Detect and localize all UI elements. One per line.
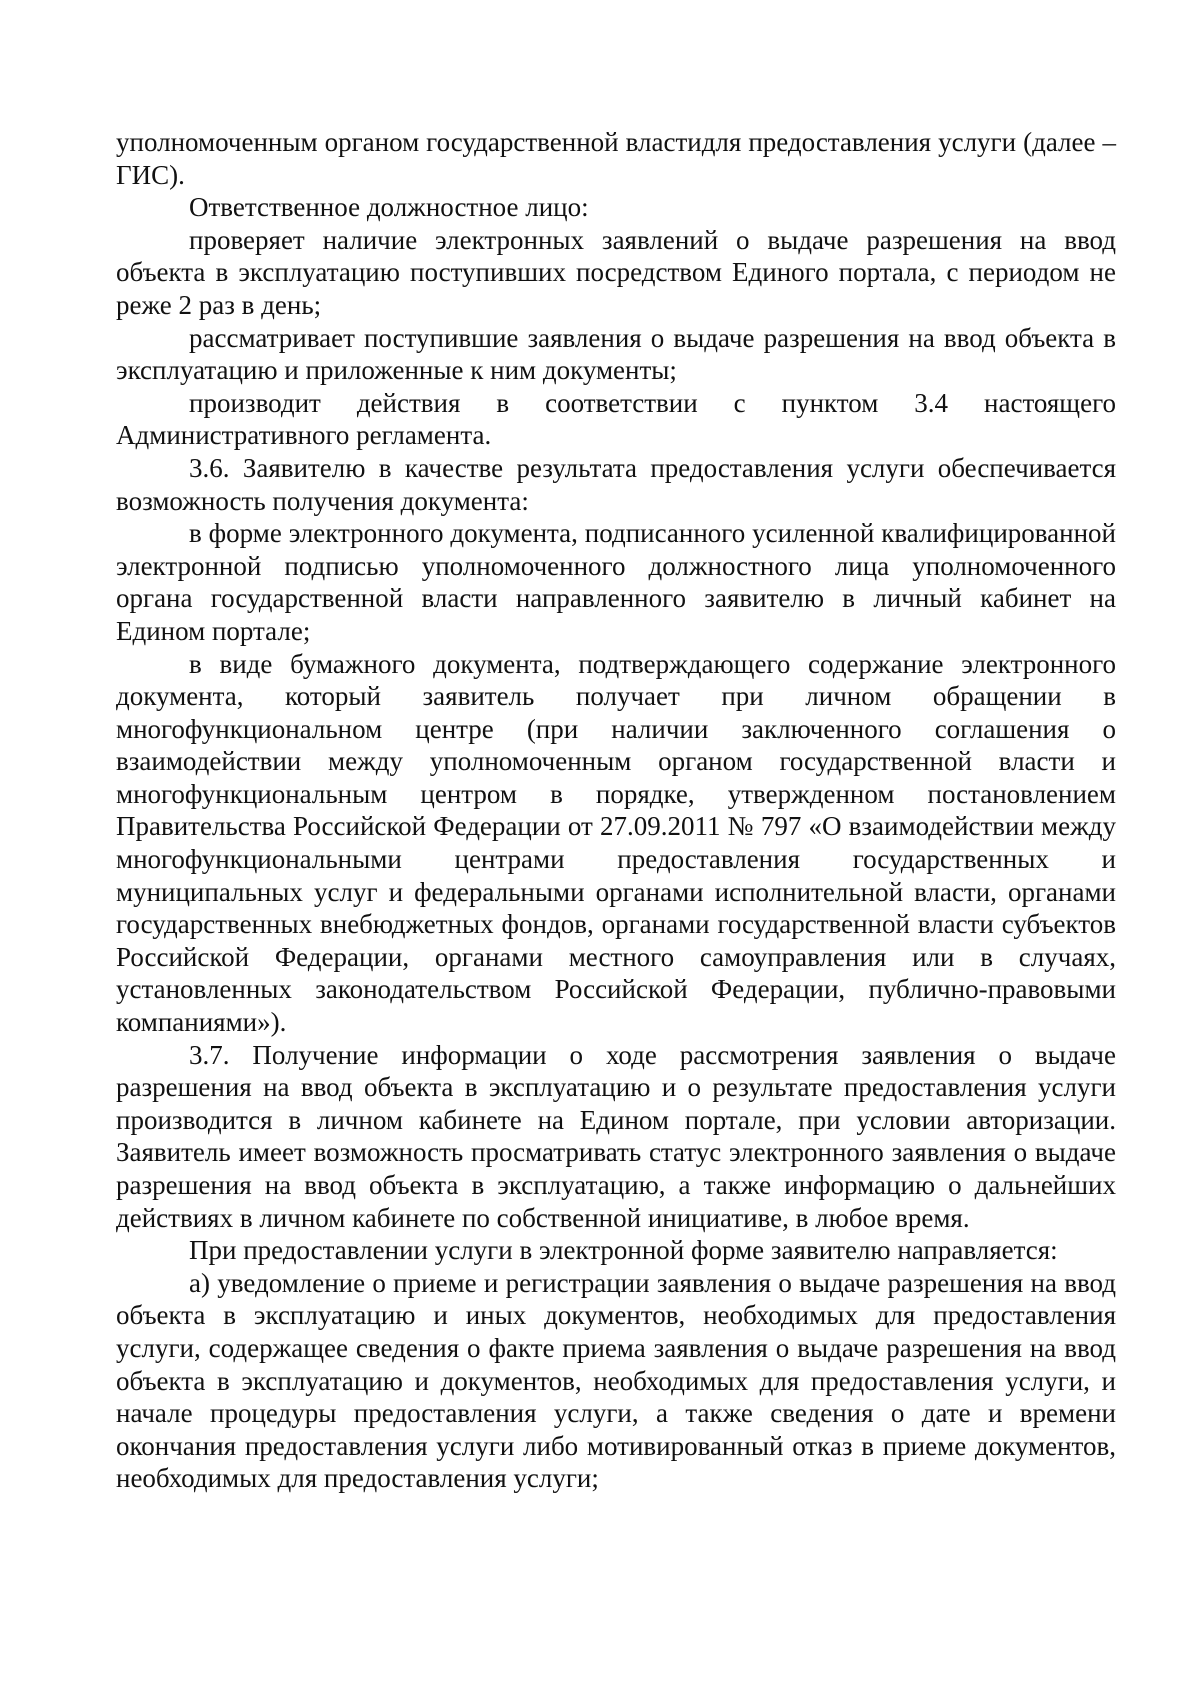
paragraph-section-3-6: 3.6. Заявителю в качестве результата предоставления услуги обеспечивается возможность получения документа: — [116, 452, 1116, 516]
paragraph-electronic-form-sent: При предоставлении услуги в электронной форме заявителю направляется: — [189, 1235, 1058, 1266]
paragraph-notification-a: а) уведомление о приеме и регистрации заявления о выдаче разрешения на ввод объекта в эксплуатацию и иных документов, необходимых для предоставления услуги, содержащее сведения о факте приема заявления о выдаче разрешения на ввод объекта в эксплуатацию и документов, необходимых для предоставления услуги, и начале процедуры предоставления услуги, а также сведения о дате и времени окончания предоставления услуги либо мотивированный отказ в приеме документов, необходимых для предоставления услуги; — [116, 1267, 1116, 1494]
paragraph-section-3-7: 3.7. Получение информации о ходе рассмотрения заявления о выдаче разрешения на ввод объекта в эксплуатацию и о результате предоставления услуги производится в личном кабинете на Едином портале, при условии авторизации. Заявитель имеет возможность просматривать статус электронного заявления о выдаче разрешения на ввод объекта в эксплуатацию, а также информацию о дальнейших действиях в личном кабинете по собственной инициативе, в любое время. — [116, 1039, 1116, 1233]
paragraph-reviews-applications: рассматривает поступившие заявления о выдаче разрешения на ввод объекта в эксплуатацию и приложенные к ним документы; — [116, 322, 1116, 386]
paragraph-responsible-official: Ответственное должностное лицо: — [189, 192, 589, 223]
paragraph-checks-applications: проверяет наличие электронных заявлений о выдаче разрешения на ввод объекта в эксплуатацию поступивших посредством Единого портала, с периодом не реже 2 раз в день; — [116, 224, 1116, 320]
paragraph-electronic-document: в форме электронного документа, подписанного усиленной квалифицированной электронной подписью уполномоченного должностного лица уполномоченного органа государственной власти направленного заявителю в личный кабинет на Едином портале; — [116, 518, 1116, 646]
paragraph-performs-actions: производит действия в соответствии с пунктом 3.4 настоящего Административного регламента. — [116, 387, 1116, 451]
paragraph-gis-continuation: уполномоченным органом государственной властидля предоставления услуги (далее – ГИС). — [116, 127, 1116, 190]
paragraph-paper-document: в виде бумажного документа, подтверждающего содержание электронного документа, который заявитель получает при личном обращении в многофункциональном центре (при наличии заключенного соглашения о взаимодействии между уполномоченным органом государственной власти и многофункциональным центром в порядке, утвержденном постановлением Правительства Российской Федерации от 27.09.2011 № 797 «О взаимодействии между многофункциональными центрами предоставления государственных и муниципальных услуг и федеральными органами исполнительной власти, органами государственных внебюджетных фондов, органами государственной власти субъектов Российской Федерации, органами местного самоуправления или в случаях, установленных законодательством Российской Федерации, публично-правовыми компаниями»). — [116, 648, 1116, 1038]
document-page — [116, 126, 1116, 1495]
